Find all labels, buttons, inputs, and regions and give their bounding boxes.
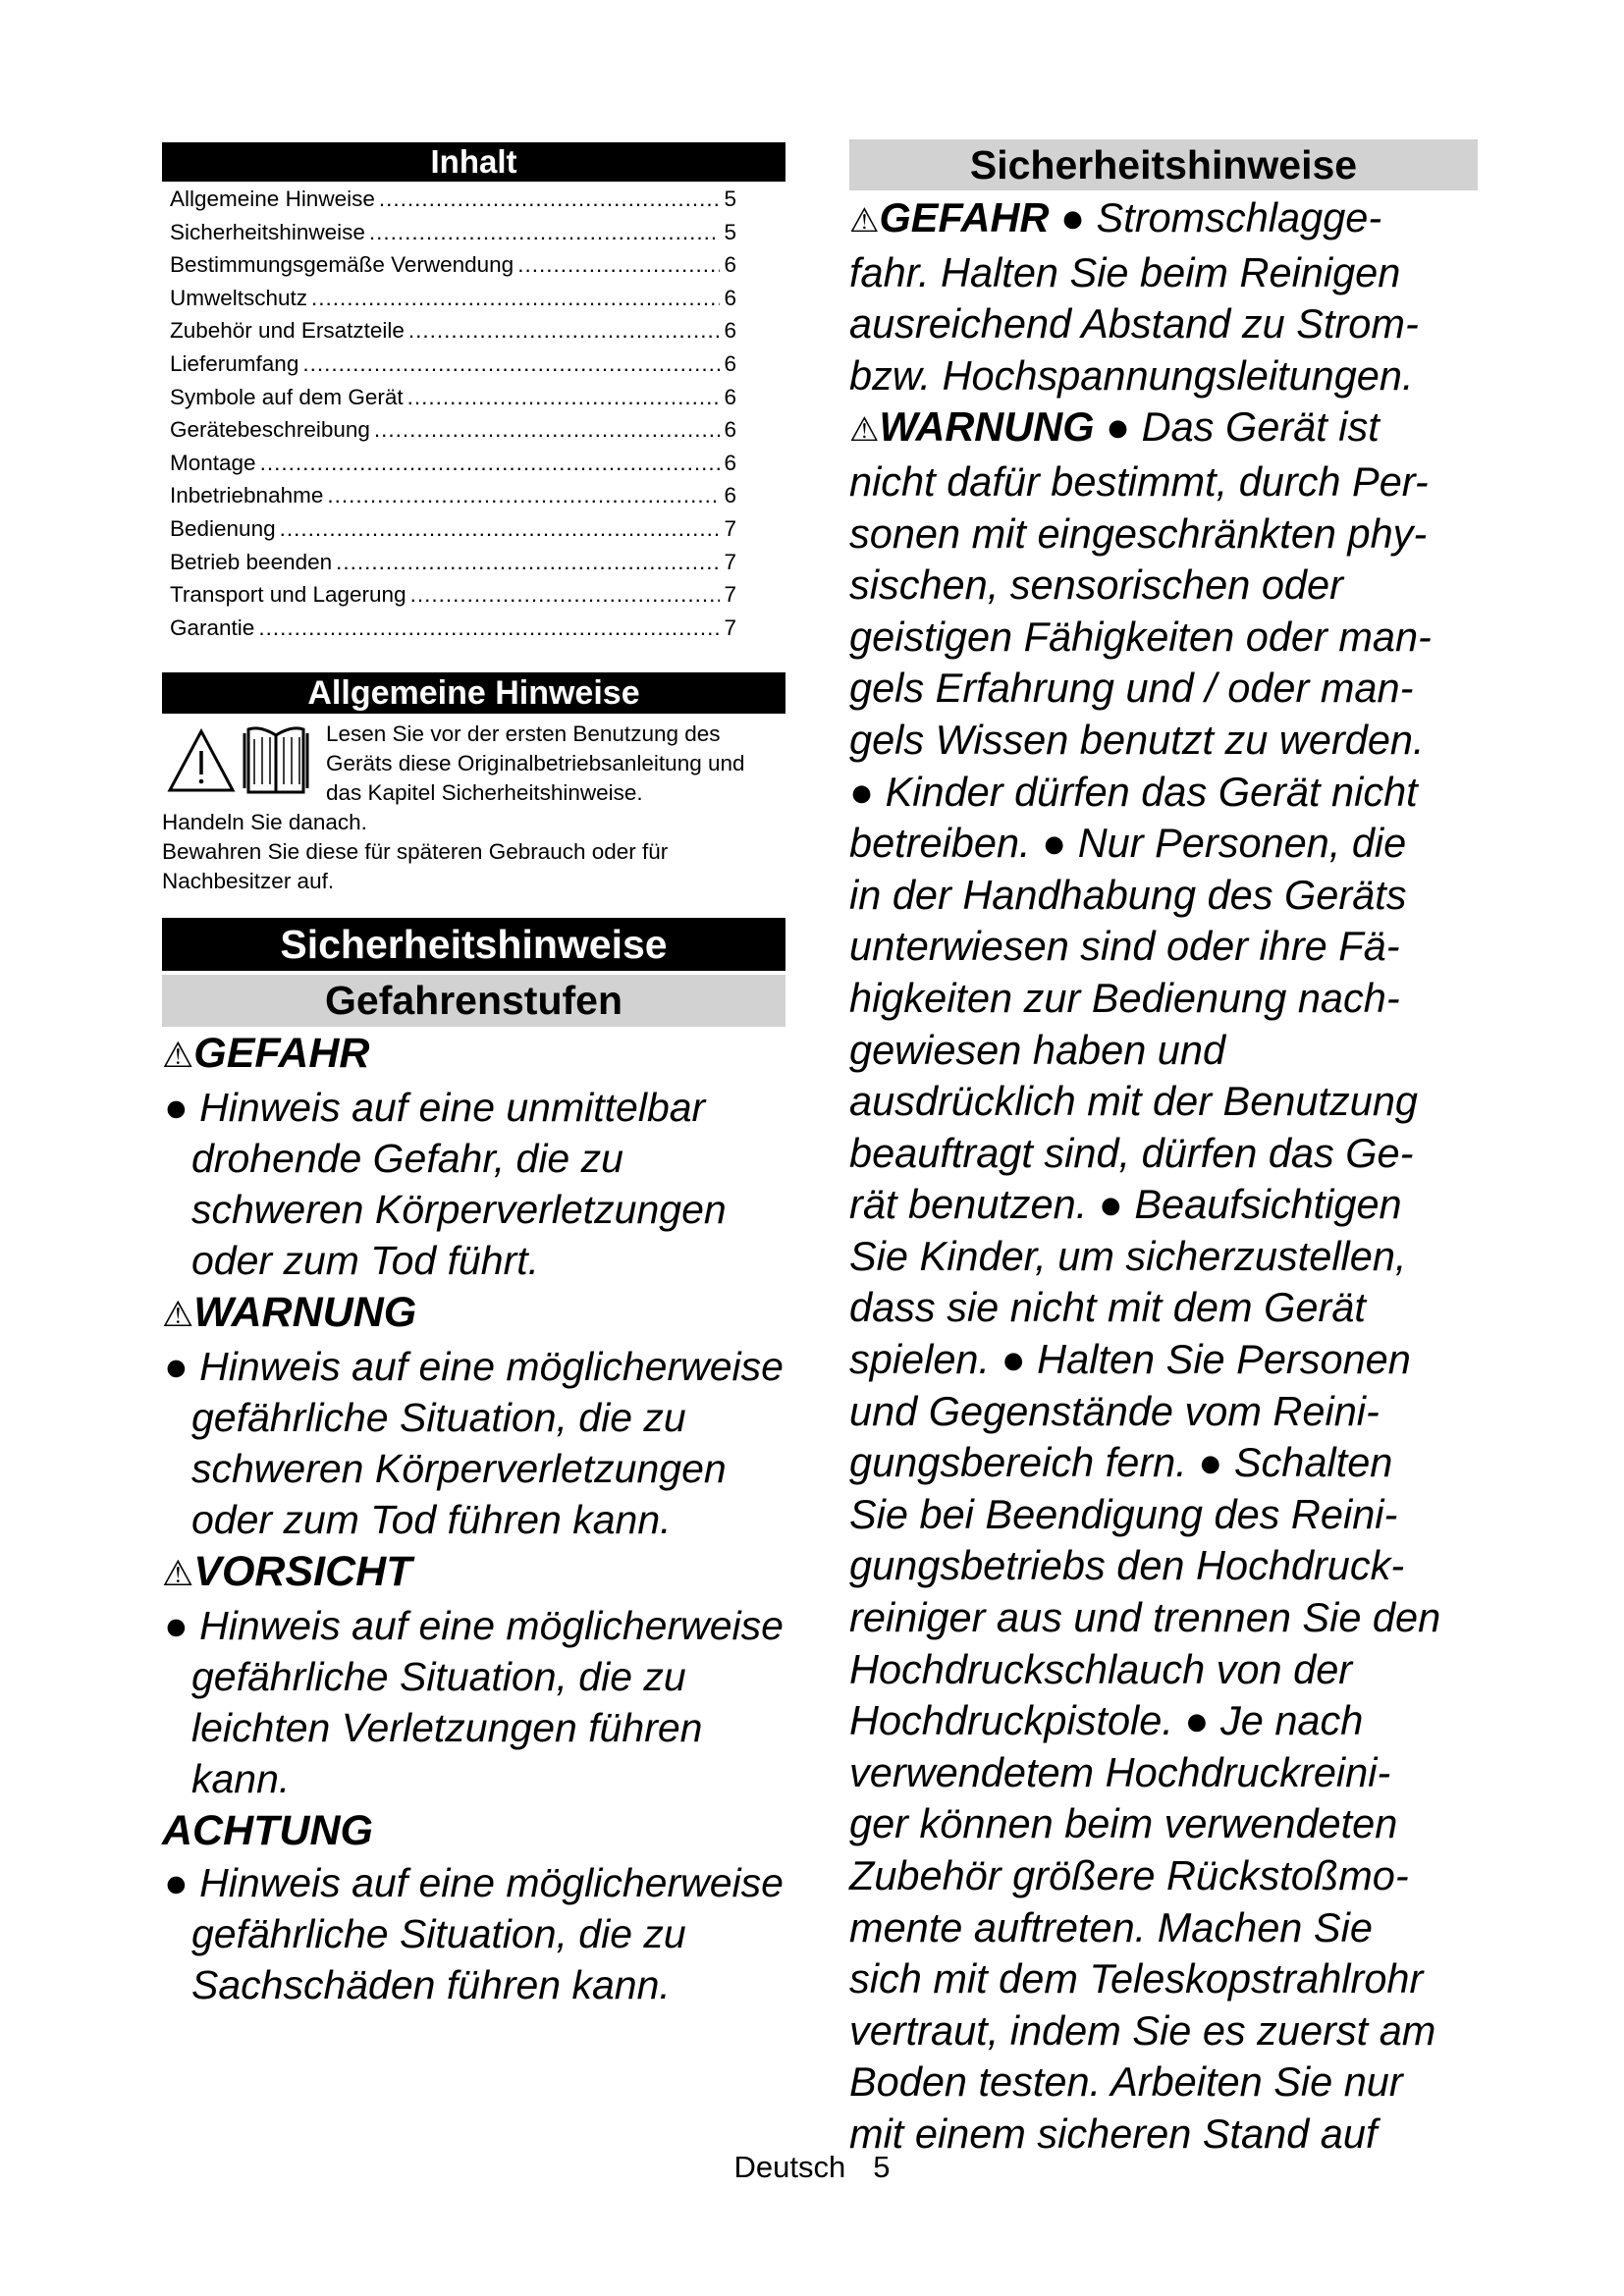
text-line: dass sie nicht mit dem Gerät — [849, 1284, 1366, 1331]
warning-triangle-icon — [162, 720, 314, 798]
text-line: verwendetem Hochdruckreini- — [849, 1748, 1391, 1795]
table-of-contents — [162, 187, 785, 648]
level-gefahr-text: ● Hinweis auf eine unmittelbar drohende Gefahr, die zu schweren Körperverletzungen oder zum Tod führt. — [164, 1085, 727, 1284]
text-line: spielen. ● Halten Sie Personen — [849, 1336, 1411, 1383]
toc-item[interactable] — [170, 220, 736, 253]
toc-item-label: Garantie — [170, 614, 255, 640]
toc-item-page: 6 — [724, 483, 736, 508]
toc-item-page: 7 — [724, 582, 736, 608]
warning-manual-icons — [162, 720, 314, 798]
warning-triangle-icon: ⚠ — [162, 1035, 194, 1076]
toc-leader — [517, 252, 720, 278]
toc-item-label: Inbetriebnahme — [170, 483, 324, 508]
toc-item-page: 6 — [724, 318, 736, 344]
manual-book-icon — [244, 728, 307, 792]
toc-leader — [327, 483, 720, 508]
safety-heading-right: Sicherheitshinweise — [849, 139, 1478, 190]
toc-leader — [407, 385, 721, 410]
toc-item-page: 6 — [724, 252, 736, 278]
toc-item[interactable] — [170, 351, 736, 385]
text-line: mente auftreten. Machen Sie — [849, 1903, 1373, 1950]
toc-item-page: 7 — [724, 614, 736, 640]
toc-item[interactable] — [170, 318, 736, 351]
text-line: bzw. Hochspannungsleitungen. — [849, 351, 1414, 399]
toc-item[interactable] — [170, 582, 736, 615]
toc-item[interactable] — [170, 252, 736, 286]
general-intro-row — [162, 720, 785, 808]
text-line: sischen, sensorischen oder — [849, 561, 1343, 609]
toc-item-page: 7 — [724, 515, 736, 541]
page-footer — [0, 2150, 1624, 2185]
general-intro-text: Lesen Sie vor der ersten Benutzung des Geräts diese Originalbetriebsanleitung und das Kapitel Sicherheitshinweise. — [326, 721, 745, 806]
level-warnung-text: ● Hinweis auf eine möglicherweise gefährliche Situation, die zu schweren Körperverletzungen oder zum Tod führen kann. — [164, 1344, 784, 1543]
text-line: ⚠WARNUNG ● Das Gerät ist — [849, 403, 1380, 451]
toc-item-label: Allgemeine Hinweise — [170, 187, 375, 211]
text-line: nicht dafür bestimmt, durch Per- — [849, 457, 1429, 505]
toc-item[interactable] — [170, 385, 736, 418]
text-line: ausdrücklich mit der Benutzung — [849, 1078, 1418, 1125]
toc-item[interactable] — [170, 516, 736, 550]
text-line: reiniger aus und trennen Sie den — [849, 1594, 1441, 1641]
toc-item-label: Lieferumfang — [170, 350, 299, 376]
toc-item-page: 6 — [724, 450, 736, 475]
text-line: ● Kinder dürfen das Gerät nicht — [849, 768, 1418, 815]
toc-item-label: Zubehör und Ersatzteile — [170, 318, 405, 344]
general-act-text: Handeln Sie danach. — [162, 810, 367, 835]
right-column — [849, 139, 1478, 2161]
toc-leader — [410, 582, 721, 608]
toc-item[interactable] — [170, 417, 736, 451]
toc-item-label: Betrieb beenden — [170, 549, 333, 574]
toc-item-label: Bedienung — [170, 515, 276, 541]
text-line: vertraut, indem Sie es zuerst am — [849, 2006, 1436, 2054]
text-line: gels Erfahrung und / oder man- — [849, 665, 1414, 712]
level-gefahr-label: ⚠GEFAHR — [162, 1030, 370, 1078]
toc-item-label: Umweltschutz — [170, 285, 308, 310]
hazard-levels-heading: Gefahrenstufen — [162, 975, 785, 1027]
toc-leader — [258, 615, 720, 641]
text-line: mit einem sicheren Stand auf — [849, 2109, 1378, 2157]
toc-item-label: Sicherheitshinweise — [170, 219, 365, 244]
toc-leader — [280, 516, 721, 542]
text-line: geistigen Fähigkeiten oder man- — [849, 613, 1432, 660]
toc-leader — [369, 220, 721, 245]
level-vorsicht-label: ⚠VORSICHT — [162, 1548, 412, 1596]
level-achtung-label: ACHTUNG — [162, 1807, 373, 1855]
toc-leader — [302, 351, 720, 377]
toc-item[interactable] — [170, 483, 736, 516]
level-warnung-label: ⚠WARNUNG — [162, 1289, 417, 1337]
text-line: Hochdruckpistole. ● Je nach — [849, 1697, 1364, 1744]
toc-item-label: Transport und Lagerung — [170, 582, 406, 608]
toc-item-label: Bestimmungsgemäße Verwendung — [170, 252, 514, 278]
toc-leader — [311, 286, 720, 311]
toc-item-page: 5 — [724, 219, 736, 244]
page-number: 5 — [873, 2150, 891, 2184]
text-line: Sie bei Beendigung des Reini- — [849, 1490, 1398, 1537]
text-line: Zubehör größere Rückstoßmo- — [849, 1852, 1409, 1898]
text-line: unterwiesen sind oder ihre Fä- — [849, 923, 1400, 970]
safety-heading: Sicherheitshinweise — [162, 918, 785, 971]
text-line: Sie Kinder, um sicherzustellen, — [849, 1232, 1407, 1279]
toc-item-page: 7 — [724, 549, 736, 574]
warning-triangle-icon: ⚠ — [849, 411, 880, 450]
toc-item-page: 6 — [724, 417, 736, 443]
toc-item-page: 6 — [724, 350, 736, 376]
toc-item[interactable] — [170, 286, 736, 319]
general-heading: Allgemeine Hinweise — [162, 672, 785, 714]
text-line: ⚠GEFAHR ● Stromschlagge- — [849, 194, 1382, 240]
general-keep-text: Bewahren Sie diese für späteren Gebrauch oder für Nachbesitzer auf. — [162, 839, 669, 894]
toc-item[interactable] — [170, 451, 736, 484]
text-line: sich mit dem Teleskopstrahlrohr — [849, 1955, 1424, 2002]
text-line: gels Wissen benutzt zu werden. — [849, 716, 1425, 763]
text-line: higkeiten zur Bedienung nach- — [849, 974, 1400, 1021]
text-line: ausreichend Abstand zu Strom- — [849, 300, 1419, 347]
footer-language: Deutsch — [733, 2150, 846, 2184]
toc-leader — [408, 318, 721, 344]
text-line: beauftragt sind, dürfen das Ge- — [849, 1129, 1414, 1176]
text-line: und Gegenstände vom Reini- — [849, 1387, 1380, 1434]
toc-leader — [260, 451, 721, 476]
left-column — [162, 142, 785, 2010]
warning-triangle-icon: ⚠ — [162, 1553, 194, 1594]
safety-body-text — [849, 192, 1478, 2161]
toc-item-label: Symbole auf dem Gerät — [170, 384, 404, 409]
toc-leader — [379, 187, 721, 212]
text-line: gewiesen haben und — [849, 1026, 1226, 1073]
warning-triangle-icon: ⚠ — [849, 202, 880, 240]
text-line: sonen mit eingeschränkten phy- — [849, 509, 1428, 557]
toc-leader — [374, 417, 721, 443]
text-line: gungsbetriebs den Hochdruck- — [849, 1542, 1405, 1589]
toc-item-page: 6 — [724, 285, 736, 310]
text-line: rät benutzen. ● Beaufsichtigen — [849, 1181, 1402, 1228]
level-vorsicht-text: ● Hinweis auf eine möglicherweise gefährliche Situation, die zu leichten Verletzungen führen kann. — [164, 1603, 784, 1802]
text-line: in der Handhabung des Geräts — [849, 871, 1407, 918]
text-line: gungsbereich fern. ● Schalten — [849, 1439, 1393, 1486]
toc-leader — [336, 550, 720, 575]
toc-item[interactable] — [170, 187, 736, 220]
toc-item-page: 5 — [724, 187, 736, 211]
text-line: fahr. Halten Sie beim Reinigen — [849, 248, 1401, 295]
toc-item[interactable] — [170, 615, 736, 649]
toc-item-label: Montage — [170, 450, 256, 475]
level-achtung-text: ● Hinweis auf eine möglicherweise gefährliche Situation, die zu Sachschäden führen kann. — [164, 1860, 784, 2008]
text-line: ger können beim verwendeten — [849, 1800, 1398, 1847]
toc-item-page: 6 — [724, 384, 736, 409]
toc-item[interactable] — [170, 550, 736, 583]
toc-item-label: Gerätebeschreibung — [170, 417, 370, 443]
text-line: Hochdruckschlauch von der — [849, 1645, 1353, 1692]
text-line: betreiben. ● Nur Personen, die — [849, 820, 1407, 867]
toc-heading: Inhalt — [162, 142, 785, 182]
text-line: Boden testen. Arbeiten Sie nur — [849, 2058, 1403, 2106]
warning-triangle-icon: ⚠ — [162, 1294, 194, 1335]
